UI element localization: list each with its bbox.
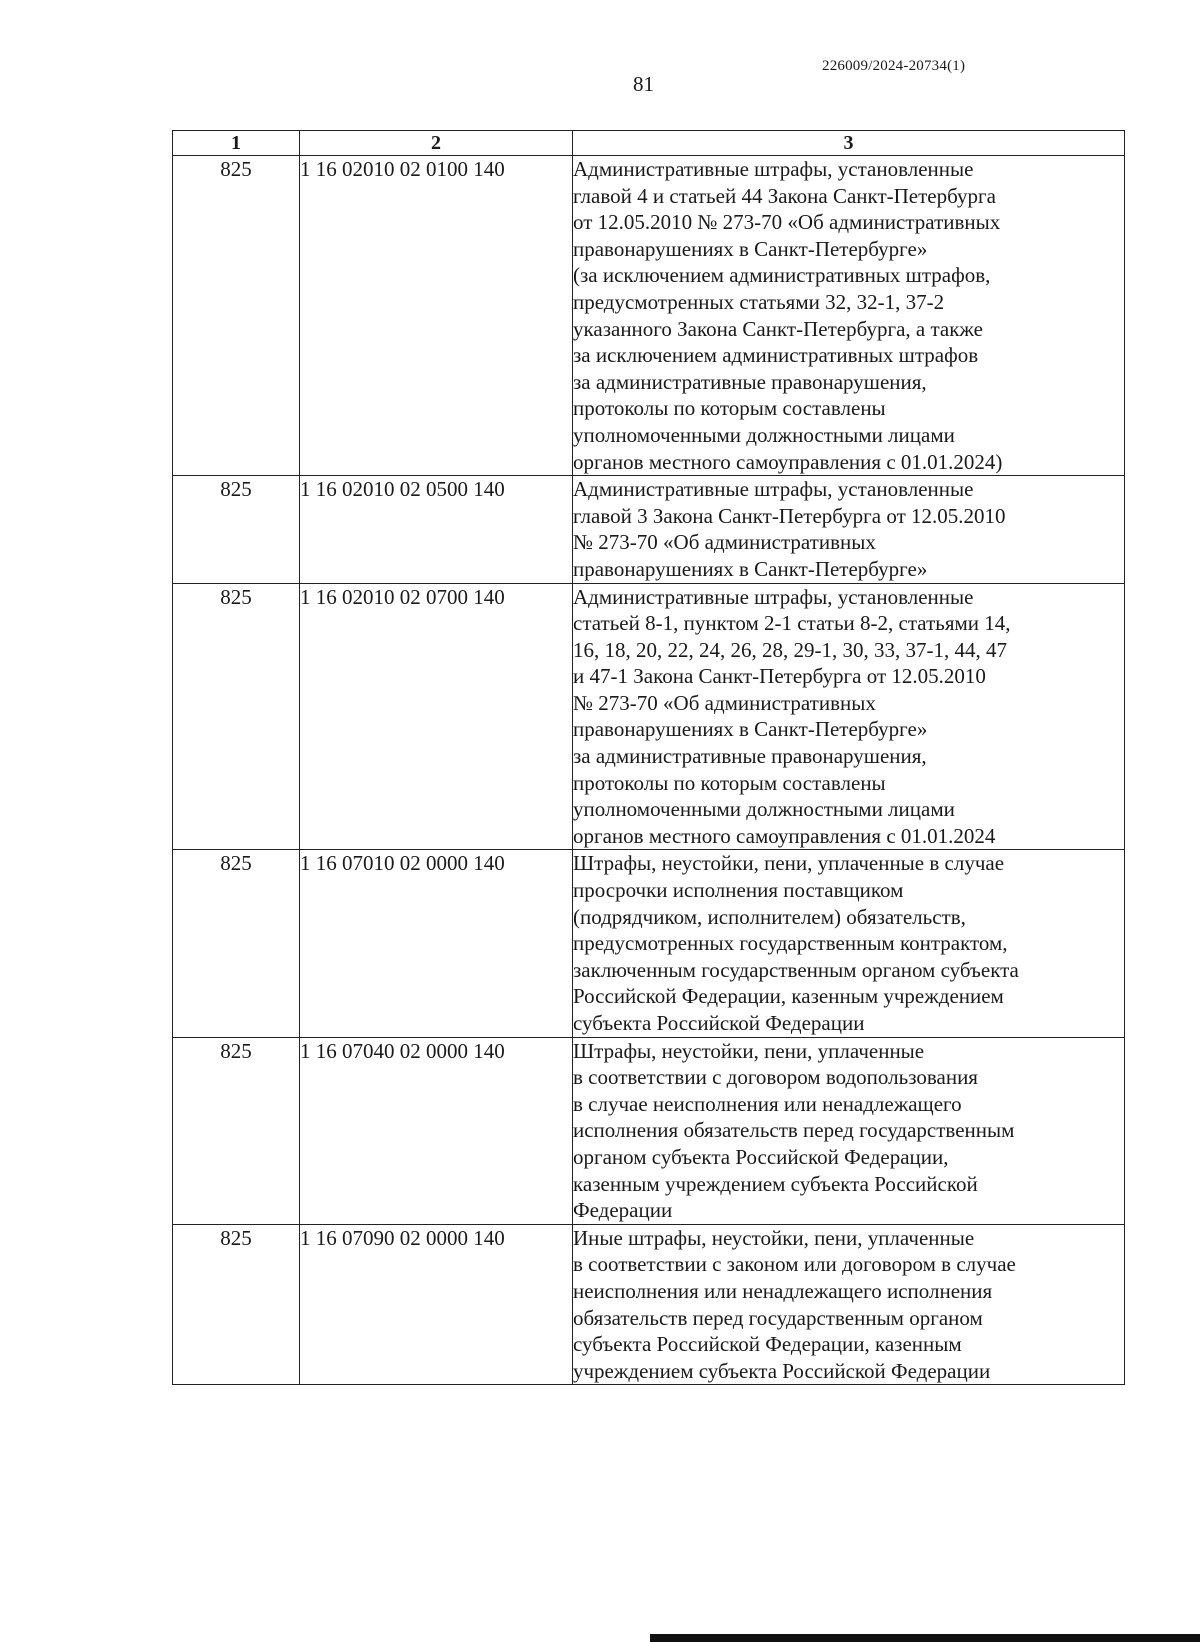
header-row [173, 131, 1125, 156]
description-line: в соответствии с договором водопользования [573, 1065, 978, 1090]
table-row [173, 1224, 1125, 1385]
description-line: органов местного самоуправления с 01.01.2024) [573, 449, 1003, 474]
admin-code-cell: 825 [173, 1037, 300, 1224]
description-line: неисполнения или ненадлежащего исполнения [573, 1278, 993, 1303]
description-line: Административные штрафы, установленные [573, 584, 974, 609]
description-line: в случае неисполнения или ненадлежащего [573, 1091, 962, 1116]
description-cell [573, 1224, 1125, 1385]
description-line: казенным учреждением субъекта Российской [573, 1171, 978, 1196]
description-line: (подрядчиком, исполнителем) обязательств, [573, 904, 966, 929]
table-row [173, 1037, 1125, 1224]
column-header-1: 1 [173, 131, 300, 156]
description-line: № 273-70 «Об административных [573, 690, 876, 715]
admin-code-cell: 825 [173, 156, 300, 476]
description-line: исполнения обязательств перед государственным [573, 1118, 1015, 1143]
description-cell [573, 156, 1125, 476]
description-line: № 273-70 «Об административных [573, 530, 876, 555]
budget-code-cell: 1 16 07090 02 0000 140 [300, 1224, 573, 1385]
revenue-codes-table [172, 130, 1125, 1385]
description-line: от 12.05.2010 № 273-70 «Об административных [573, 210, 1001, 235]
table-row [173, 476, 1125, 583]
document-id: 226009/2024-20734(1) [822, 58, 966, 74]
description-line: главой 4 и статьей 44 Закона Санкт-Петербурга [573, 183, 996, 208]
admin-code-cell: 825 [173, 476, 300, 583]
description-line: Штрафы, неустойки, пени, уплаченные в случае [573, 851, 1005, 876]
description-line: Административные штрафы, установленные [573, 157, 974, 181]
description-line: статьей 8-1, пунктом 2-1 статьи 8-2, статьями 14, [573, 611, 1011, 636]
description-line: заключенным государственным органом субъекта [573, 957, 1019, 982]
description-line: протоколы по которым составлены [573, 396, 886, 421]
scan-edge-bar [650, 1634, 1200, 1642]
budget-code-cell: 1 16 02010 02 0100 140 [300, 156, 573, 476]
description-line: предусмотренных государственным контрактом, [573, 931, 1008, 956]
page-number: 81 [633, 72, 654, 96]
description-line: предусмотренных статьями 32, 32-1, 37-2 [573, 289, 945, 314]
description-line: Российской Федерации, казенным учреждением [573, 984, 1004, 1009]
description-line: Иные штрафы, неустойки, пени, уплаченные [573, 1225, 975, 1250]
description-line: органов местного самоуправления с 01.01.2024 [573, 823, 996, 848]
description-line: за исключением административных штрафов [573, 343, 979, 368]
description-line: Федерации [573, 1198, 673, 1223]
admin-code-cell: 825 [173, 1224, 300, 1385]
description-line: в соответствии с законом или договором в случае [573, 1252, 1016, 1277]
table-body [173, 156, 1125, 1385]
description-line: органом субъекта Российской Федерации, [573, 1144, 949, 1169]
description-line: просрочки исполнения поставщиком [573, 878, 904, 903]
admin-code-cell: 825 [173, 850, 300, 1037]
description-line: за административные правонарушения, [573, 369, 927, 394]
description-line: уполномоченными должностными лицами [573, 422, 955, 447]
description-line: Административные штрафы, установленные [573, 477, 974, 502]
description-line: субъекта Российской Федерации, казенным [573, 1332, 962, 1357]
table-row [173, 156, 1125, 476]
table-row [173, 850, 1125, 1037]
column-header-2: 2 [300, 131, 573, 156]
description-line: правонарушениях в Санкт-Петербурге» [573, 236, 928, 261]
description-line: и 47-1 Закона Санкт-Петербурга от 12.05.2010 [573, 664, 986, 689]
description-line: правонарушениях в Санкт-Петербурге» [573, 556, 928, 581]
table-row [173, 583, 1125, 850]
budget-code-cell: 1 16 02010 02 0700 140 [300, 583, 573, 850]
budget-code-cell: 1 16 07040 02 0000 140 [300, 1037, 573, 1224]
description-cell [573, 476, 1125, 583]
description-line: правонарушениях в Санкт-Петербурге» [573, 717, 928, 742]
description-line: указанного Закона Санкт-Петербурга, а также [573, 316, 983, 341]
budget-code-cell: 1 16 07010 02 0000 140 [300, 850, 573, 1037]
description-cell [573, 850, 1125, 1037]
admin-code-cell: 825 [173, 583, 300, 850]
budget-code-cell: 1 16 02010 02 0500 140 [300, 476, 573, 583]
description-line: протоколы по которым составлены [573, 770, 886, 795]
description-line: обязательств перед государственным органом [573, 1305, 983, 1330]
description-line: 16, 18, 20, 22, 24, 26, 28, 29-1, 30, 33, 37-1, 44, 47 [573, 637, 1007, 662]
column-header-3: 3 [573, 131, 1125, 156]
description-line: (за исключением административных штрафов, [573, 263, 991, 288]
description-line: главой 3 Закона Санкт-Петербурга от 12.05.2010 [573, 503, 1006, 528]
table-header [173, 131, 1125, 156]
description-cell [573, 583, 1125, 850]
description-line: уполномоченными должностными лицами [573, 797, 955, 822]
description-line: учреждением субъекта Российской Федерации [573, 1358, 991, 1383]
description-line: за административные правонарушения, [573, 744, 927, 769]
description-line: субъекта Российской Федерации [573, 1011, 865, 1035]
description-cell [573, 1037, 1125, 1224]
description-line: Штрафы, неустойки, пени, уплаченные [573, 1038, 925, 1063]
